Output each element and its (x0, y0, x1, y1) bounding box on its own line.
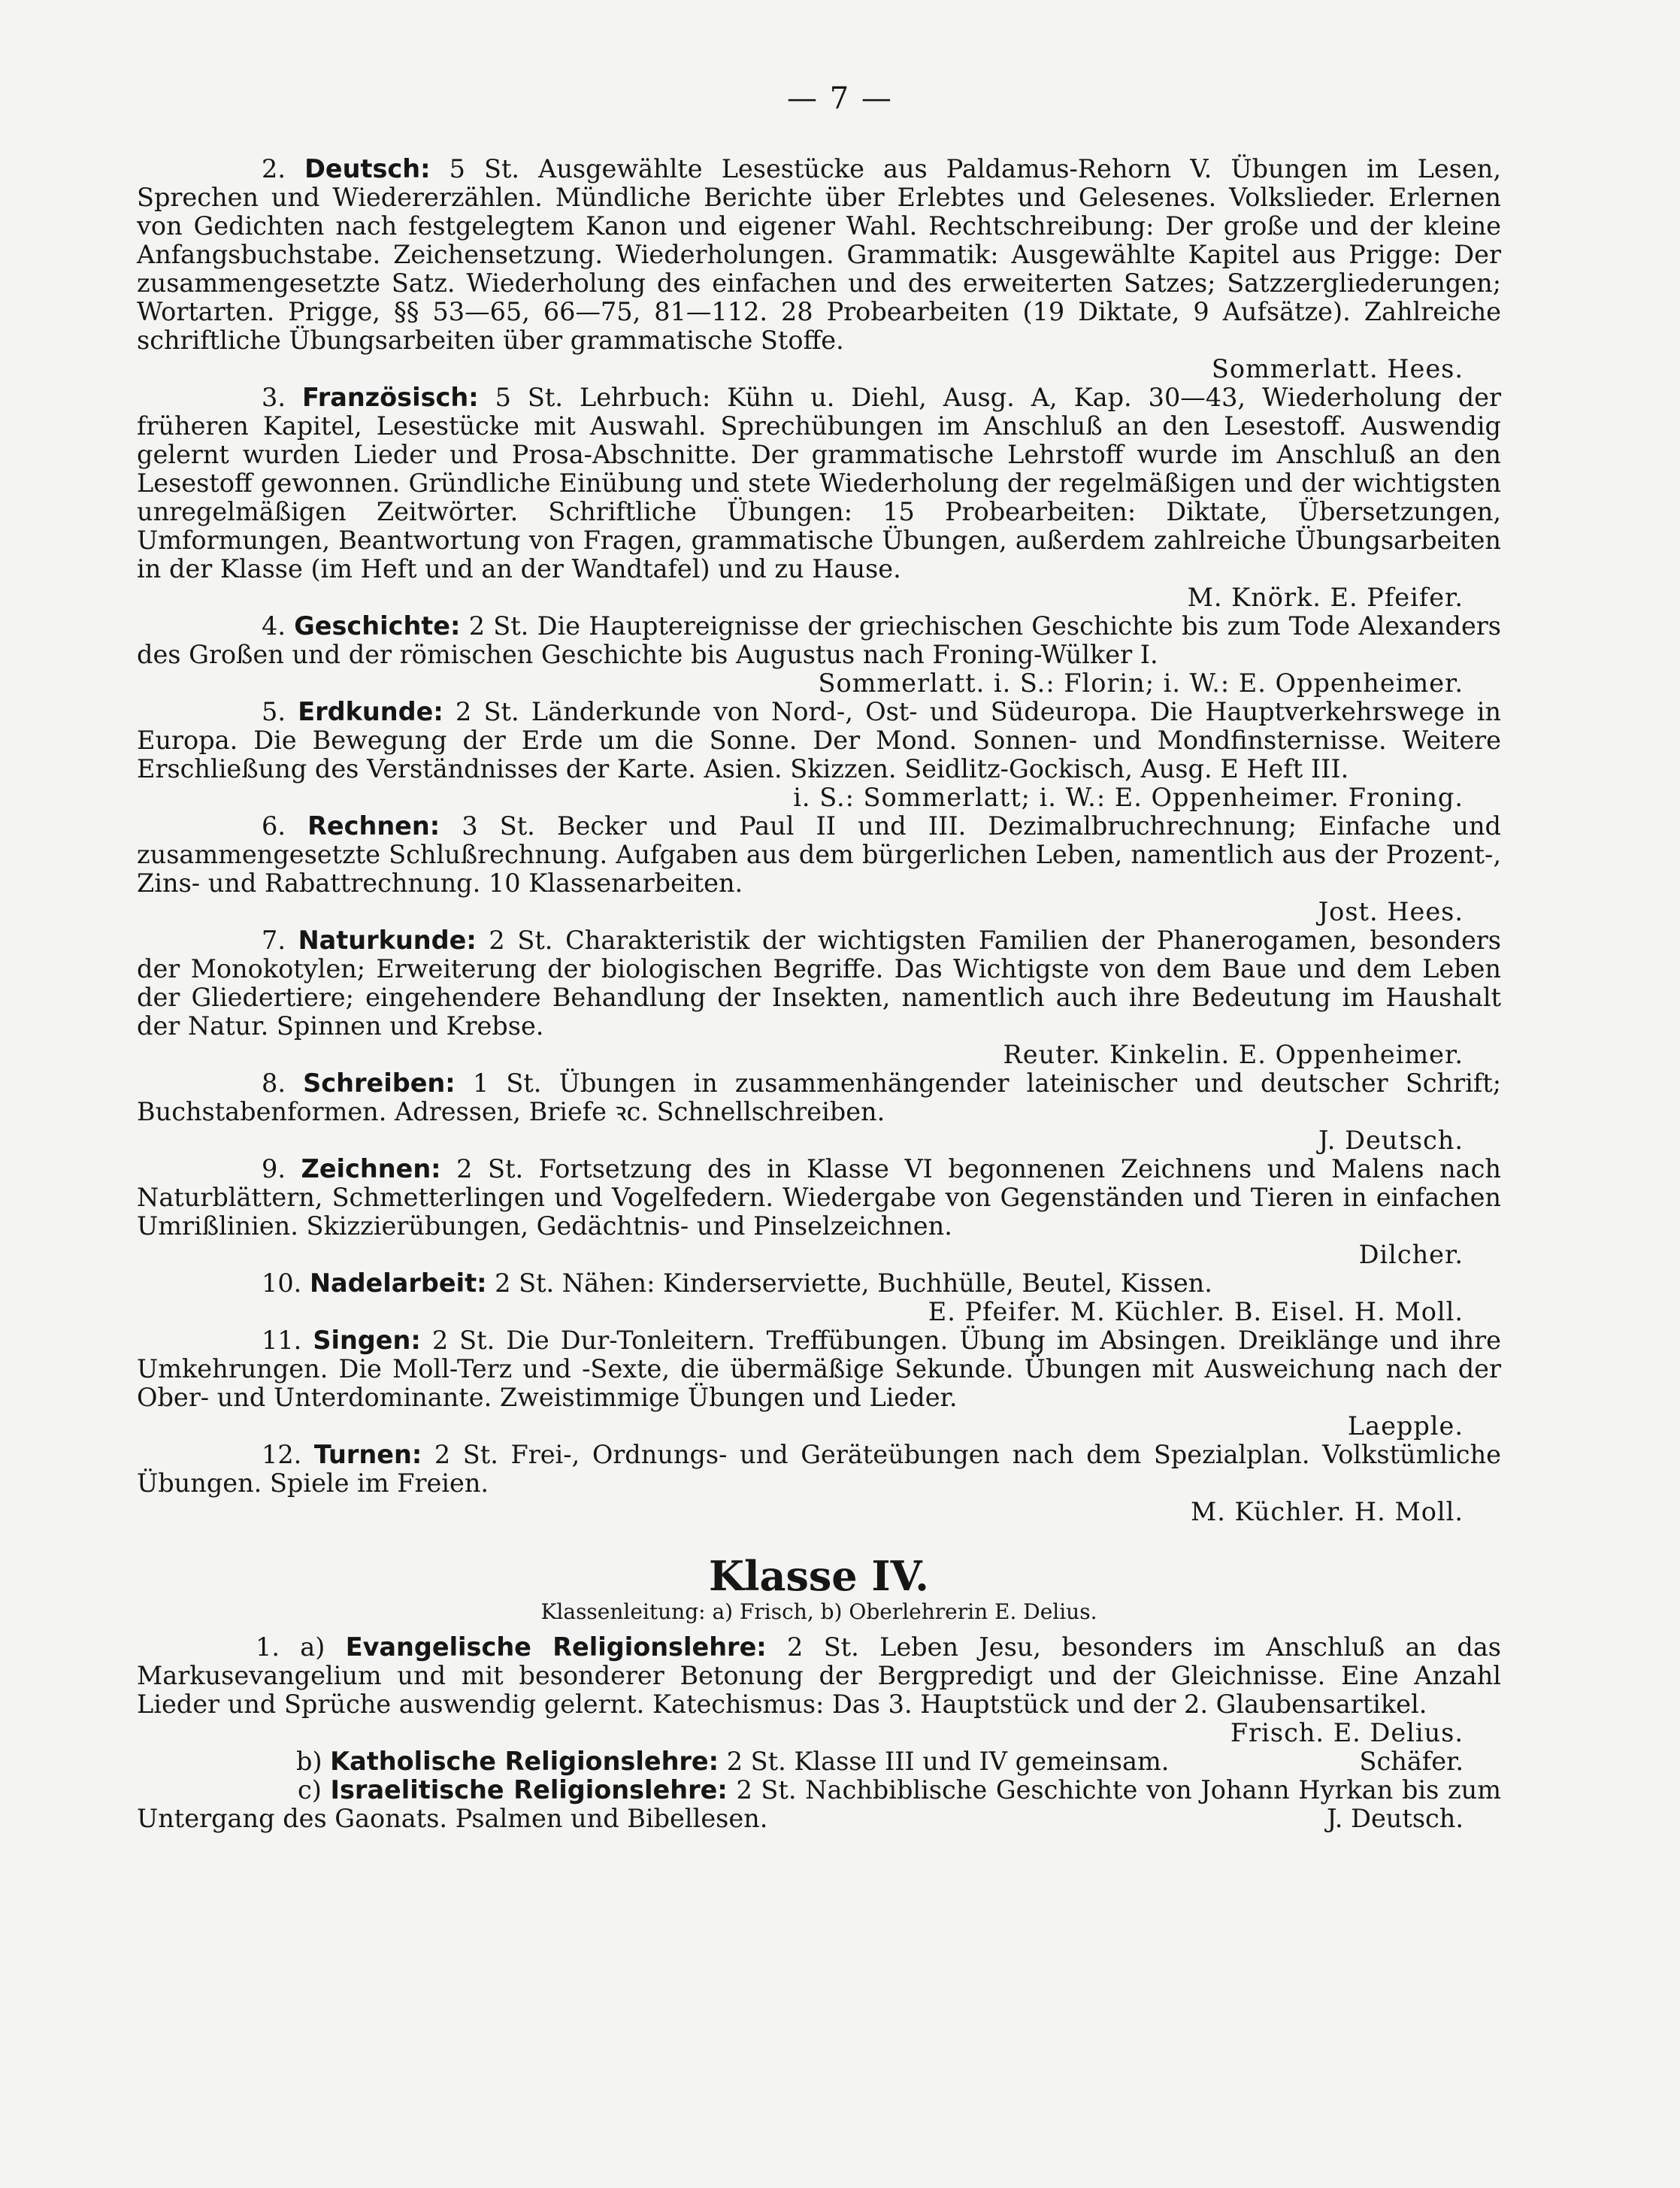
section-teachers: J. Deutsch. (1318, 1126, 1464, 1155)
section-number: 7. (262, 926, 286, 955)
section-number: 4. (262, 611, 286, 641)
section-text: 2 St. Länderkunde von Nord-, Ost- und Südeuropa. Die Hauptverkehrswege in Europa. Die Bewegung der Erde um die Sonne. Der Mond. Sonnen- und Mondfinsternisse. Weitere Erschließung des Verständnisses der Karte. Asien. Skizzen. Seidlitz-Gockisch, Ausg. E Heft III. (137, 697, 1501, 783)
section-text: 2 St. Nähen: Kinderserviette, Buchhülle, Beutel, Kissen. (495, 1268, 1212, 1298)
section-zeichnen (137, 1155, 1501, 1269)
section-text: 2 St. Fortsetzung des in Klasse VI begonnenen Zeichnens und Malens nach Naturblättern, Schmetterlingen und Vogelfedern. Wiedergabe von Gegenständen und Tieren in einfachen Umrißlinien. Skizzierübungen, Gedächtnis- und Pinselzeichnen. (137, 1154, 1501, 1241)
section-text: 2 St. Charakteristik der wichtigsten Familien der Phanerogamen, besonders der Monokotylen; Erweiterung der biologischen Begriffe. Das Wichtigste von dem Baue und dem Leben der Gliedertiere; eingehendere Behandlung der Insekten, namentlich auch ihre Bedeutung im Haushalt der Natur. Spinnen und Krebse. (137, 926, 1502, 1041)
section-number: 12. (262, 1440, 302, 1469)
section-schreiben (137, 1069, 1501, 1155)
section-teachers: M. Küchler. H. Moll. (1190, 1497, 1464, 1526)
page-number: — 7 — (787, 81, 893, 116)
section-teachers: Dilcher. (1358, 1240, 1464, 1269)
section-naturkunde (137, 926, 1501, 1069)
section-teachers: J. Deutsch. (1326, 1804, 1464, 1833)
section-teachers: Schäfer. (1359, 1747, 1464, 1776)
section-heading: Turnen: (313, 1440, 422, 1469)
section-number: 3. (262, 383, 286, 412)
section-rechnen (137, 812, 1501, 926)
section-text: 3 St. Becker und Paul II und III. Dezimalbruchrechnung; Einfache und zusammengesetzte Schlußrechnung. Aufgaben aus dem bürgerlichen Leben, namentlich aus der Prozent-, Zins- und Rabattrechnung. 10 Klassenarbeiten. (137, 811, 1502, 898)
section-text: 2 St. Nachbiblische Geschichte von Johann Hyrkan bis zum Untergang des Gaonats. Psalmen und Bibellesen. (137, 1775, 1501, 1833)
section-text: 2 St. Klasse III und IV gemeinsam. (726, 1747, 1170, 1776)
section-text: 2 St. Die Hauptereignisse der griechischen Geschichte bis zum Tode Alexanders des Großen und der römischen Geschichte bis Augustus nach Froning-Wülker I. (137, 611, 1501, 669)
section-teachers: i. S.: Sommerlatt; i. W.: E. Oppenheimer. Froning. (793, 783, 1464, 812)
section-teachers: E. Pfeifer. M. Küchler. B. Eisel. H. Moll. (928, 1297, 1464, 1326)
section-heading: Zeichnen: (301, 1154, 441, 1183)
section-text: 2 St. Leben Jesu, besonders im Anschluß an das Markusevangelium und mit besonderer Betonung der Bergpredigt und der Gleichnisse. Eine Anzahl Lieder und Sprüche auswendig gelernt. Katechismus: Das 3. Hauptstück und der 2. Glaubensartikel. (137, 1632, 1501, 1719)
section-israelitische-religion (137, 1776, 1501, 1833)
section-text: 2 St. Frei-, Ordnungs- und Geräteübungen nach dem Spezialplan. Volkstümliche Übungen. Spiele im Freien. (137, 1440, 1501, 1498)
klasse-title: Klasse IV. (709, 1552, 929, 1600)
section-singen (137, 1326, 1501, 1441)
section-teachers: Laepple. (1347, 1411, 1464, 1441)
section-teachers: M. Knörk. E. Pfeifer. (1187, 583, 1464, 612)
page-content (137, 155, 1501, 1833)
section-teachers: Sommerlatt. i. S.: Florin; i. W.: E. Oppenheimer. (818, 668, 1464, 698)
klasse-leitung: Klassenleitung: a) Frisch, b) Oberlehrerin E. Delius. (540, 1599, 1097, 1624)
section-number: c) (298, 1775, 322, 1805)
section-number: 5. (262, 697, 286, 726)
section-heading: Geschichte: (294, 611, 461, 641)
section-text: 5 St. Lehrbuch: Kühn u. Diehl, Ausg. A, Kap. 30—43, Wiederholung der früheren Kapitel, Lesestücke mit Auswahl. Sprechübungen im Anschluß an den Lesestoff. Auswendig gelernt wurden Lieder und Prosa-Abschnitte. Der grammatische Lehrstoff wurde im Anschluß an den Lesestoff gewonnen. Gründliche Einübung und stete Wiederholung der regelmäßigen und der wichtigsten unregelmäßigen Zeitwörter. Schriftliche Übungen: 15 Probearbeiten: Diktate, Übersetzungen, Umformungen, Beantwortung von Fragen, grammatische Übungen, außerdem zahlreiche Übungsarbeiten in der Klasse (im Heft und an der Wandtafel) und zu Hause. (137, 383, 1501, 583)
section-heading: Rechnen: (307, 811, 440, 841)
section-teachers: Jost. Hees. (1318, 897, 1464, 926)
section-number: 1. a) (256, 1632, 325, 1662)
section-nadelarbeit (137, 1269, 1501, 1326)
section-evangelische-religion (137, 1633, 1501, 1747)
section-erdkunde (137, 698, 1501, 812)
section-number: 11. (262, 1326, 302, 1355)
section-teachers: Frisch. E. Delius. (1230, 1718, 1464, 1747)
section-text: 1 St. Übungen in zusammenhängender lateinischer und deutscher Schrift; Buchstabenformen. Adressen, Briefe ꝛc. Schnellschreiben. (137, 1068, 1501, 1126)
section-katholische-religion (137, 1747, 1501, 1776)
section-geschichte (137, 612, 1501, 698)
section-heading: Naturkunde: (298, 926, 477, 955)
section-number: 6. (262, 811, 286, 841)
section-teachers: Reuter. Kinkelin. E. Oppenheimer. (1003, 1040, 1464, 1069)
section-deutsch (137, 155, 1501, 383)
section-number: 10. (262, 1268, 302, 1298)
section-number: 9. (262, 1154, 286, 1183)
section-heading: Nadelarbeit: (309, 1268, 487, 1298)
section-heading: Deutsch: (304, 154, 431, 183)
section-text: 5 St. Ausgewählte Lesestücke aus Paldamus-Rehorn V. Übungen im Lesen, Sprechen und Wiedererzählen. Mündliche Berichte über Erlebtes und Gelesenes. Volkslieder. Erlernen von Gedichten nach festgelegtem Kanon und eigener Wahl. Rechtschreibung: Der große und der kleine Anfangsbuchstabe. Zeichensetzung. Wiederholungen. Grammatik: Ausgewählte Kapitel aus Prigge: Der zusammengesetzte Satz. Wiederholung des einfachen und des erweiterten Satzes; Satzzergliederungen; Wortarten. Prigge, §§ 53—65, 66—75, 81—112. 28 Probearbeiten (19 Diktate, 9 Aufsätze). Zahlreiche schriftliche Übungsarbeiten über grammatische Stoffe. (137, 154, 1501, 355)
section-number: 8. (262, 1068, 286, 1098)
section-heading: Französisch: (301, 383, 479, 412)
section-turnen (137, 1441, 1501, 1526)
section-heading: Schreiben: (303, 1068, 456, 1098)
section-heading: Katholische Religionslehre: (330, 1747, 719, 1776)
section-teachers: Sommerlatt. Hees. (1211, 354, 1464, 383)
section-text: 2 St. Die Dur-Tonleitern. Treffübungen. Übung im Absingen. Dreiklänge und ihre Umkehrungen. Die Moll-Terz und -Sexte, die übermäßige Sekunde. Übungen mit Ausweichung nach der Ober- und Unterdominante. Zweistimmige Übungen und Lieder. (137, 1326, 1501, 1412)
section-number: 2. (262, 154, 286, 183)
section-heading: Evangelische Religionslehre: (345, 1632, 767, 1662)
section-heading: Singen: (313, 1326, 421, 1355)
section-number: b) (296, 1747, 322, 1776)
section-heading: Israelitische Religionslehre: (330, 1775, 728, 1805)
section-heading: Erdkunde: (298, 697, 443, 726)
section-franzoesisch (137, 383, 1501, 612)
